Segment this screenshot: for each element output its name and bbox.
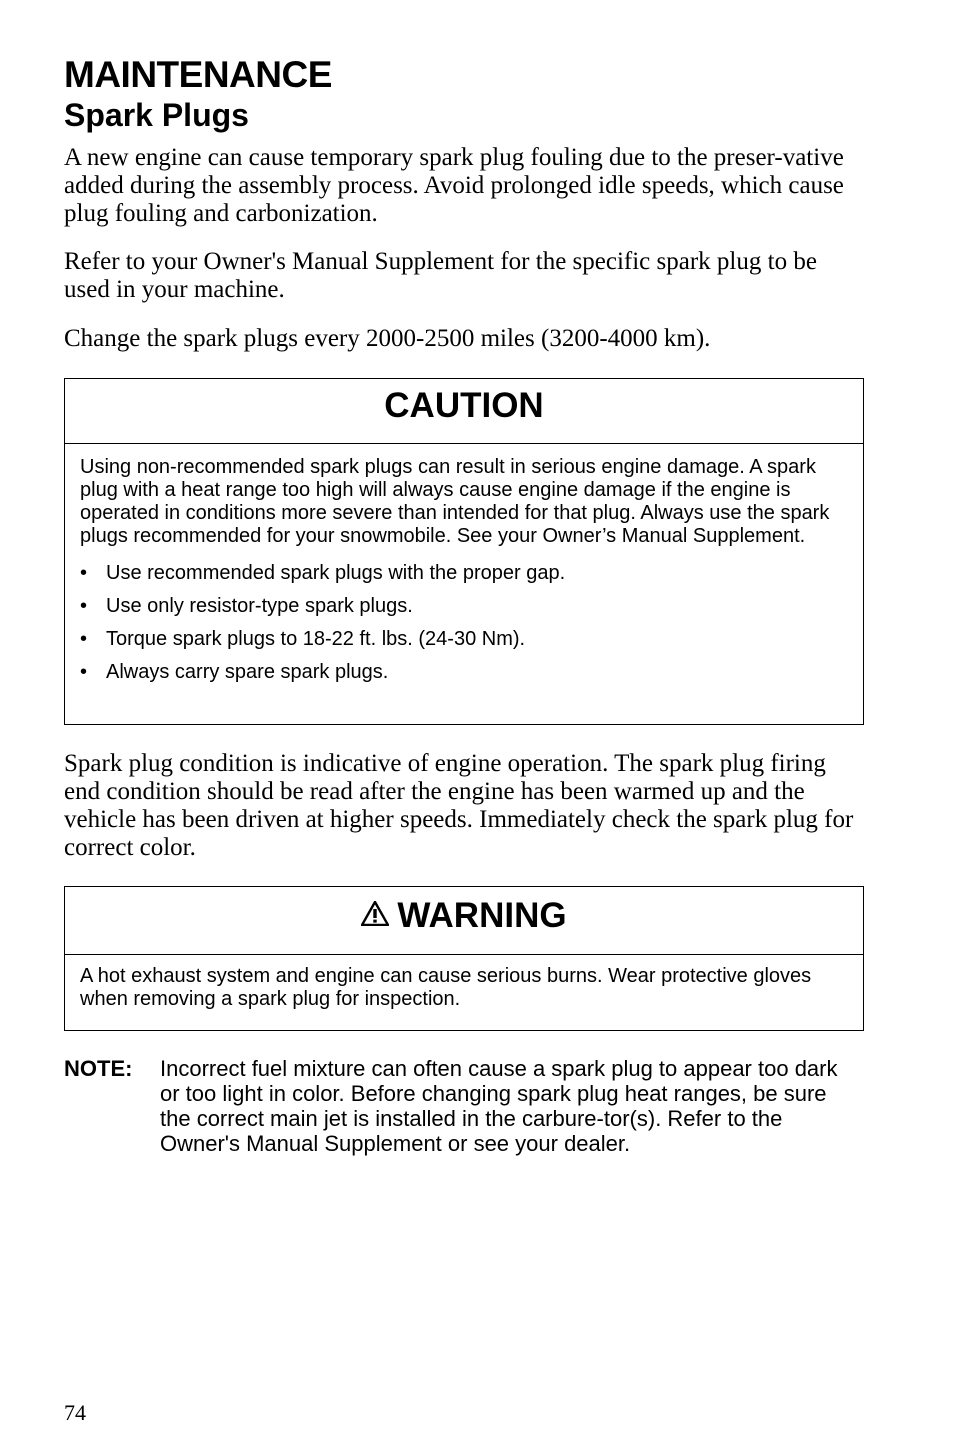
- list-item: [80, 661, 848, 694]
- list-item-text: Use only resistor-type spark plugs.: [106, 595, 413, 617]
- section-subtitle: Spark Plugs: [64, 97, 249, 133]
- list-item: [80, 628, 848, 661]
- bullet-icon: •: [80, 562, 88, 584]
- section-title: MAINTENANCE: [64, 54, 332, 95]
- condition-paragraph: Spark plug condition is indicative of engine operation. The spark plug firing end condition should be read after the engine has been warmed up and the vehicle has been driven at higher speeds. Immediately check the spark plug for correct color.: [64, 750, 854, 861]
- caution-text: Using non-recommended spark plugs can result in serious engine damage. A spark plug with a heat range too high will always cause engine damage if the engine is operated in conditions more severe than intended for that plug. Always use the spark plugs recommended for your snowmobile. See your Owner’s Manual Supplement.: [80, 456, 830, 547]
- note-text: Incorrect fuel mixture can often cause a spark plug to appear too dark or too light in color. Before changing spark plug heat ranges, be sure the correct main jet is installed in the carbure-tor(s). Refer to the Owner's Manual Supplement or see your dealer.: [160, 1056, 838, 1156]
- warning-box: [64, 886, 864, 1031]
- list-item-text: Torque spark plugs to 18-22 ft. lbs. (24-30 Nm).: [106, 628, 526, 650]
- list-item: [80, 562, 848, 595]
- supplement-paragraph: Refer to your Owner's Manual Supplement for the specific spark plug to be used in your machine.: [64, 248, 817, 303]
- caution-bullet-list: [80, 562, 848, 694]
- caution-heading: CAUTION: [65, 379, 863, 444]
- warning-triangle-icon: [361, 886, 389, 944]
- warning-title: WARNING: [397, 896, 567, 935]
- intro-paragraph: A new engine can cause temporary spark plug fouling due to the preser-vative added during the assembly process. Avoid prolonged idle speeds, which cause plug fouling and carbonization.: [64, 144, 844, 227]
- bullet-icon: •: [80, 595, 88, 617]
- page-number: 74: [64, 1400, 86, 1425]
- caution-box: [64, 378, 864, 725]
- list-item-text: Use recommended spark plugs with the proper gap.: [106, 562, 566, 584]
- caution-body: [65, 444, 863, 694]
- list-item-text: Always carry spare spark plugs.: [106, 661, 389, 683]
- interval-paragraph: Change the spark plugs every 2000-2500 miles (3200-4000 km).: [64, 325, 711, 352]
- bullet-icon: •: [80, 628, 88, 650]
- note-label: NOTE:: [64, 1056, 133, 1081]
- warning-heading: [65, 887, 863, 955]
- list-item: [80, 595, 848, 628]
- bullet-icon: •: [80, 661, 88, 683]
- warning-body: [65, 955, 863, 1011]
- warning-text: A hot exhaust system and engine can cause serious burns. Wear protective gloves when removing a spark plug for inspection.: [80, 965, 812, 1010]
